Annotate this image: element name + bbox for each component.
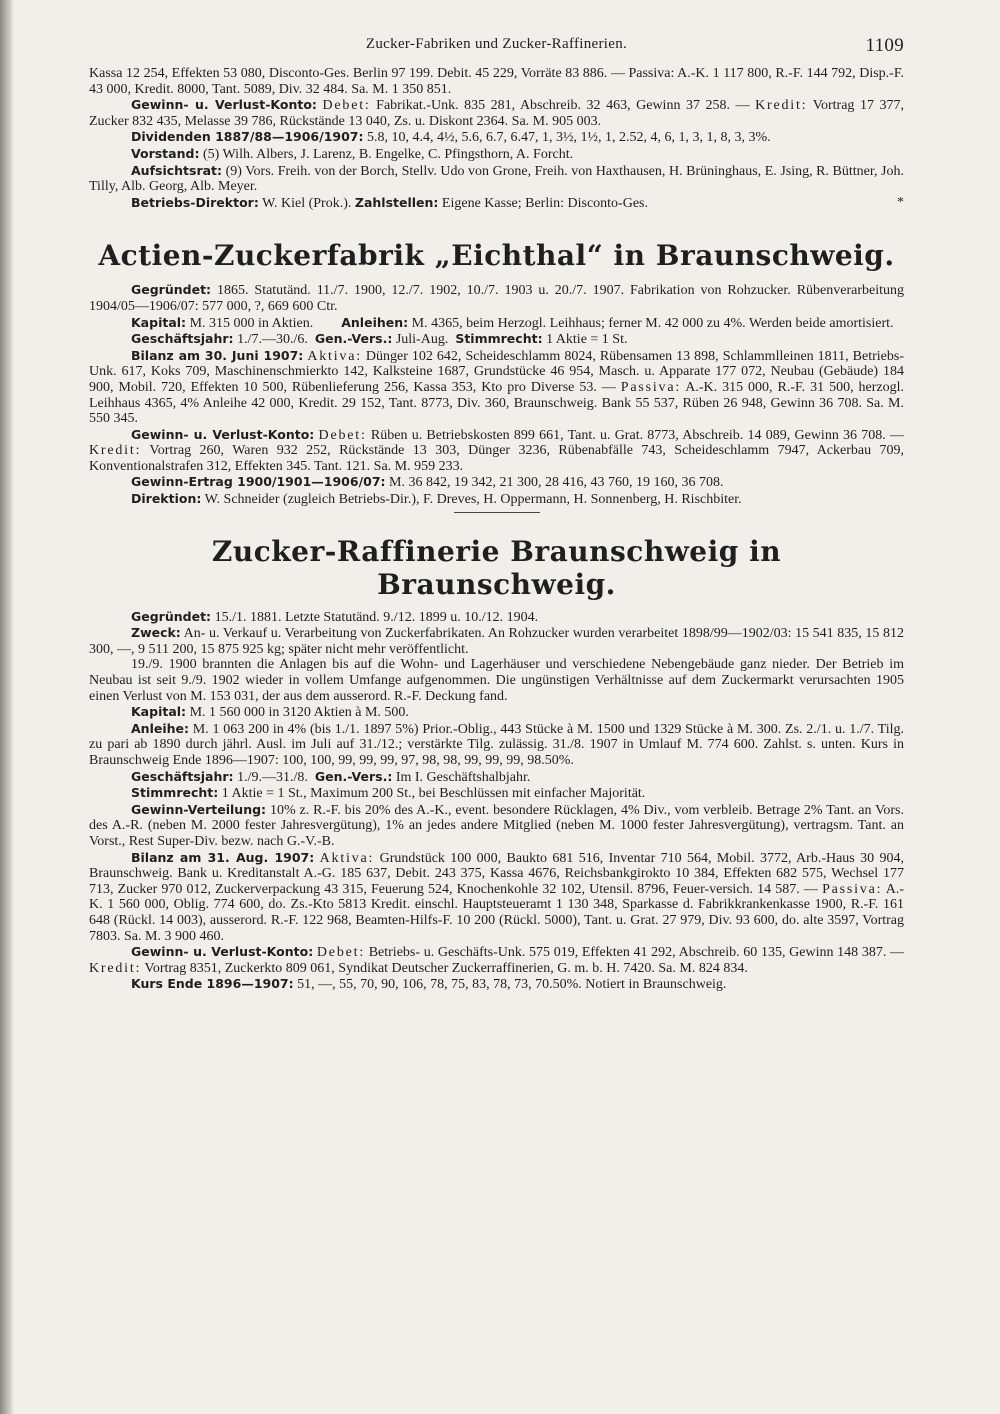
section-separator: [454, 512, 540, 513]
section-raffinerie: [89, 609, 904, 993]
loan: Anleihe: M. 1 063 200 in 4% (bis 1./1. 1897 5%) Prior.-Oblig., 443 Stücke à M. 1500 und 1329 Stücke à M. 300. Zs. 2./1. u. 1./7. Tilg. zu pari ab 1890 durch jährl. Ausl. im Juli auf 31./12.; verstärkte Tilg. zulässig. 31./8. 1907 in Umlauf M. 774 600. Zahlst. s. unten. Kurs in Braunschweig Ende 1896—1907: 100, 100, 99, 99, 99, 97, 98, 98, 99, 99, 99, 98.50%.: [89, 720, 905, 768]
prev-entry-dividends: Dividenden 1887/88—1906/1907: 5.8, 10, 4.4, 4½, 5.6, 6.7, 6.47, 1, 3½, 1½, 1, 2.52, 4, 6, 1, 3, 1, 8, 3, 3%.: [131, 129, 771, 146]
prev-entry: [89, 66, 904, 211]
voting-rights: Stimmrecht: 1 Aktie = 1 St., Maximum 200 St., bei Beschlüssen mit einfacher Majorität.: [131, 785, 646, 802]
section-title-raffinerie: Zucker-Raffinerie Braunschweig in Braunschweig.: [211, 534, 782, 601]
founded: Gegründet: 1865. Statutänd. 11./7. 1900, 12./7. 1902, 10./7. 1903 u. 20./7. 1907. Fabrikation von Rohzucker. Rübenverarbeitung 1904/05—1906/07: 577 000, ?, 669 600 Ctr.: [89, 282, 904, 314]
profit-loss: Gewinn- u. Verlust-Konto: Debet: Betriebs- u. Geschäfts-Unk. 575 019, Effekten 41 292, Abschreib. 60 135, Gewinn 148 387. — Kredit: Vortrag 8351, Zuckerkto 809 061, Syndikat Deutscher Zuckerraffinerien, G. m. b. H. 7420. Sa. M. 824 834.: [89, 944, 905, 976]
balance-sheet: Bilanz am 30. Juni 1907: Aktiva: Dünger 102 642, Scheideschlamm 8024, Rübensamen 13 898, Schlammlleinen 1811, Betriebs-Unk. 617, Koks 709, Maschinenschmierkto 142, Kalksteine 1687, Grundstücke 46 954, Masch. u. Apparate 177 072, Neubau (Gebäude) 184 900, Mobil. 720, Effekten 10 500, Rübenlieferung 256, Kassa 353, Kto pro Diverse 53. — Passiva: A.-K. 315 000, R.-F. 31 500, herzogl. Leihhaus 4365, 4% Anleihe 42 000, Kredit. 29 152, Tant. 8773, Div. 360, Braunschweig. Bank 55 537, Rüben 26 948, Gewinn 36 708. Sa. M. 550 345.: [89, 347, 905, 427]
prev-entry-balance: Kassa 12 254, Effekten 53 080, Disconto-Ges. Berlin 97 199. Debit. 45 229, Vorräte 83 886. — Passiva: A.-K. 1 117 800, R.-F. 144 792, Disp.-F. 43 000, Kredit. 8000, Tant. 5089, Div. 32 484. Sa. M. 1 350 851.: [89, 66, 904, 97]
prev-entry-board: Vorstand: (5) Wilh. Albers, J. Larenz, B. Engelke, C. Pfingsthorn, A. Forcht.: [131, 145, 574, 162]
fiscal-meeting: Geschäftsjahr: 1./9.—31./8. Gen.-Vers.: Im I. Geschäftshalbjahr.: [131, 768, 531, 785]
end-mark: *: [897, 194, 904, 210]
fiscal-meeting-votes: Geschäftsjahr: 1./7.—30./6. Gen.-Vers.: Juli-Aug. Stimmrecht: 1 Aktie = 1 St.: [131, 331, 628, 348]
profit-distribution: Gewinn-Verteilung: 10% z. R.-F. bis 20% des A.-K., event. besondere Rücklagen, 4% Div., vom verbleib. Betrage 2% Tant. an Vors. des A.-R. (neben M. 2000 fester Jahresvergütung), 1% an jedes andere Mitglied (neben M. 1000 fester Jahresvergütung), vertragsm. Tant. an Vorst., Rest Super-Div. bezw. nach G.-V.-B.: [89, 801, 905, 849]
page-content: [89, 36, 904, 993]
capital: Kapital: M. 1 560 000 in 3120 Aktien à M. 500.: [131, 704, 409, 721]
purpose: Zweck: An- u. Verkauf u. Verarbeitung von Zuckerfabrikaten. An Rohzucker wurden verarbeitet 1898/99—1902/03: 15 541 835, 15 812 300, —, 9 511 200, 15 875 925 kg; später nicht mehr veröffentlicht.: [89, 625, 904, 657]
management: Direktion: W. Schneider (zugleich Betriebs-Dir.), F. Dreves, H. Oppermann, H. Sonnenberg, H. Rischbiter.: [131, 491, 742, 508]
prev-entry-guv: Gewinn- u. Verlust-Konto: Debet: Fabrikat.-Unk. 835 281, Abschreib. 32 463, Gewinn 37 258. — Kredit: Vortrag 17 377, Zucker 832 435, Melasse 39 786, Rückstände 13 040, Zs. u. Diskont 2364. Sa. M. 905 003.: [89, 97, 905, 129]
page-gutter-shadow: [0, 0, 14, 1414]
prev-entry-supervisory: Aufsichtsrat: (9) Vors. Freih. von der Borch, Stellv. Udo von Grone, Freih. von Haxthausen, H. Brüninghaus, E. Jsing, R. Büttner, Joh. Tilly, Alb. Georg, Alb. Meyer.: [89, 162, 904, 195]
section-eichthal: [89, 282, 904, 512]
page-header: [89, 36, 904, 66]
prev-entry-director: Betriebs-Direktor: W. Kiel (Prok.). Zahlstellen: Eigene Kasse; Berlin: Disconto-Ges. *: [131, 194, 904, 211]
capital-loans: Kapital: M. 315 000 in Aktien. Anleihen: M. 4365, beim Herzogl. Leihhaus; ferner M. 42 000 zu 4%. Werden beide amortisiert.: [131, 314, 894, 331]
balance-sheet: Bilanz am 31. Aug. 1907: Aktiva: Grundstück 100 000, Baukto 681 516, Inventar 710 564, Mobil. 3772, Arb.-Haus 30 904, Braunschweig. Bank u. Kreditanstalt A.-G. 185 637, Debit. 243 375, Kassa 4676, Reichsbankgirokto 10 384, Effekten 682 575, Wechsel 177 713, Zucker 970 012, Zuckerverpackung 43 315, Feuerung 524, Knochenkohle 32 102, Utensil. 8796, Feuer-versich. 14 587. — Passiva: A.-K. 1 560 000, Oblig. 774 600, do. Zs.-Kto 5813 Kredit. einschl. Hauptsteueramt 1 130 348, Sparkasse d. Fabrikkrankenkasse 1900, R.-F. 161 648 (Rückl. 14 003), ausserord. R.-F. 122 968, Beamten-Hilfs-F. 10 200 (Rückl. 5000), Tant. u. Grat. 27 979, Div. 93 600, do. alte 3597, Vortrag 7803. Sa. M. 3 900 460.: [89, 849, 905, 944]
founded: Gegründet: 15./1. 1881. Letzte Statutänd. 9./12. 1899 u. 10./12. 1904.: [131, 608, 539, 625]
history-paragraph: 19./9. 1900 brannten die Anlagen bis auf die Wohn- und Lagerhäuser und verschiedene Nebengebäude ganz nieder. Der Betrieb im Neubau ist seit 9./9. 1902 wieder in vollem Umfange aufgenommen. Die ungünstigen Verhältnisse auf dem Zuckermarkt verursachten 1905 einen Verlust von M. 153 031, der aus dem ausserord. R.-F. Deckung fand.: [89, 657, 904, 704]
profit-history: Gewinn-Ertrag 1900/1901—1906/07: M. 36 842, 19 342, 21 300, 28 416, 43 760, 19 160, 36 708.: [131, 474, 724, 491]
section-title-eichthal: Actien-Zuckerfabrik „Eichthal“ in Braunschweig.: [98, 239, 895, 273]
share-price-history: Kurs Ende 1896—1907: 51, —, 55, 70, 90, 106, 78, 75, 83, 78, 73, 70.50%. Notiert in Braunschweig.: [131, 976, 727, 993]
profit-loss: Gewinn- u. Verlust-Konto: Debet: Rüben u. Betriebskosten 899 661, Tant. u. Grat. 8773, Abschreib. 14 089, Gewinn 36 708. — Kredit: Vortrag 260, Waren 932 252, Rückstände 13 303, Dünger 3236, Rübenabfälle 743, Scheideschlamm 7947, Ackerbau 709, Konventionalstrafen 312, Effekten 345. Tant. 121. Sa. M. 959 233.: [89, 426, 905, 474]
running-title: Zucker-Fabriken und Zucker-Raffinerien.: [365, 36, 628, 52]
guv-label: Gewinn- u. Verlust-Konto:: [131, 97, 317, 113]
page-number: 1109: [865, 35, 904, 56]
